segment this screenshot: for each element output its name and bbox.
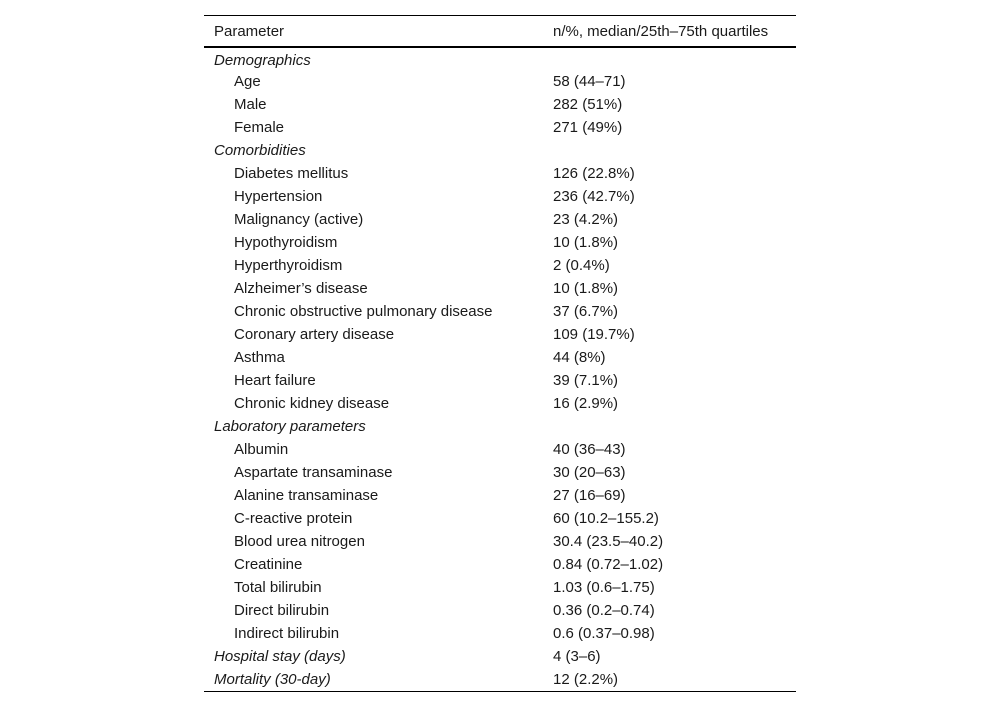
parameter-label: Aspartate transaminase (234, 464, 393, 481)
parameter-value: 10 (1.8%) (553, 280, 619, 297)
parameter-value: 1.03 (0.6–1.75) (553, 579, 655, 596)
section-row (204, 668, 796, 691)
parameter-label: Female (234, 119, 285, 136)
table-row (204, 369, 796, 392)
parameter-label: Hypertension (234, 188, 323, 205)
parameter-column-header: Parameter (214, 22, 285, 40)
parameter-value (543, 47, 796, 70)
table-body (204, 47, 796, 691)
section-row (204, 139, 796, 162)
parameter-label: Indirect bilirubin (234, 625, 340, 642)
table-row (204, 392, 796, 415)
table-row (204, 208, 796, 231)
parameter-value: 23 (4.2%) (553, 211, 619, 228)
parameter-label: Coronary artery disease (234, 326, 395, 343)
parameter-label: Hyperthyroidism (234, 257, 343, 274)
parameter-value: 10 (1.8%) (553, 234, 619, 251)
value-column-header: n/%, median/25th–75th quartiles (553, 22, 769, 40)
parameter-value: 109 (19.7%) (553, 326, 635, 343)
table-row (204, 116, 796, 139)
table-row (204, 346, 796, 369)
parameter-value: 282 (51%) (553, 96, 623, 113)
parameter-label: Malignancy (active) (234, 211, 364, 228)
parameter-value: 30.4 (23.5–40.2) (553, 533, 664, 550)
table-header (204, 16, 796, 48)
parameter-value (543, 139, 796, 162)
parameter-label: Chronic kidney disease (234, 395, 390, 412)
parameter-label: Creatinine (234, 556, 303, 573)
table-row (204, 530, 796, 553)
parameter-value: 236 (42.7%) (553, 188, 635, 205)
table-row (204, 300, 796, 323)
parameter-value: 2 (0.4%) (553, 257, 610, 274)
parameter-value: 44 (8%) (553, 349, 606, 366)
parameter-label: Male (234, 96, 267, 113)
parameter-label: Alzheimer’s disease (234, 280, 368, 297)
parameter-value: 0.36 (0.2–0.74) (553, 602, 655, 619)
table-row (204, 254, 796, 277)
parameter-label: Heart failure (234, 372, 316, 389)
patient-characteristics-table-container (204, 15, 796, 692)
table-row (204, 576, 796, 599)
parameter-label: Blood urea nitrogen (234, 533, 365, 550)
section-label: Comorbidities (214, 142, 306, 159)
parameter-label: Albumin (234, 441, 289, 458)
section-row (204, 415, 796, 438)
parameter-value: 16 (2.9%) (553, 395, 619, 412)
table-row (204, 553, 796, 576)
parameter-label: Diabetes mellitus (234, 165, 349, 182)
section-row (204, 645, 796, 668)
parameter-label: Age (234, 73, 261, 90)
parameter-value: 0.84 (0.72–1.02) (553, 556, 664, 573)
table-row (204, 484, 796, 507)
parameter-value (543, 415, 796, 438)
parameter-label: C-reactive protein (234, 510, 353, 527)
section-label: Laboratory parameters (214, 418, 366, 435)
parameter-value: 27 (16–69) (553, 487, 626, 504)
parameter-value: 0.6 (0.37–0.98) (553, 625, 655, 642)
parameter-value: 37 (6.7%) (553, 303, 619, 320)
table-row (204, 622, 796, 645)
table-row (204, 231, 796, 254)
table-row (204, 438, 796, 461)
parameter-label: Hypothyroidism (234, 234, 338, 251)
parameter-value: 39 (7.1%) (553, 372, 619, 389)
section-label: Demographics (214, 51, 311, 69)
parameter-label: Chronic obstructive pulmonary disease (234, 303, 493, 320)
parameter-label: Direct bilirubin (234, 602, 330, 619)
parameter-label: Alanine transaminase (234, 487, 379, 504)
header-row (204, 16, 796, 48)
parameter-value: 126 (22.8%) (553, 165, 635, 182)
section-label: Hospital stay (days) (214, 648, 346, 665)
table-row (204, 70, 796, 93)
parameter-value: 12 (2.2%) (553, 670, 619, 688)
table-row (204, 323, 796, 346)
table-row (204, 461, 796, 484)
parameter-value: 4 (3–6) (553, 648, 601, 665)
parameter-label: Total bilirubin (234, 579, 322, 596)
parameter-value: 60 (10.2–155.2) (553, 510, 659, 527)
table-row (204, 599, 796, 622)
parameter-value: 40 (36–43) (553, 441, 626, 458)
parameter-value: 30 (20–63) (553, 464, 626, 481)
patient-characteristics-table (204, 15, 796, 692)
table-row (204, 277, 796, 300)
table-row (204, 507, 796, 530)
table-row (204, 185, 796, 208)
parameter-value: 58 (44–71) (553, 73, 626, 90)
section-label: Mortality (30-day) (214, 670, 331, 688)
parameter-value: 271 (49%) (553, 119, 623, 136)
table-row (204, 93, 796, 116)
parameter-label: Asthma (234, 349, 285, 366)
section-row (204, 47, 796, 70)
table-row (204, 162, 796, 185)
